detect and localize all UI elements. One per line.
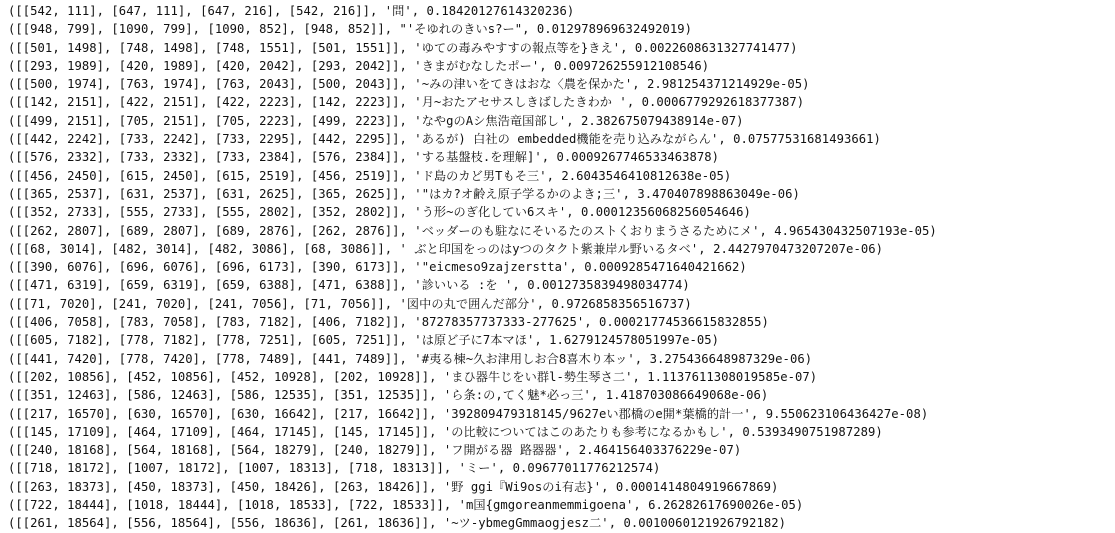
- output-line: ([[240, 18168], [564, 18168], [564, 18279], [240, 18279]], 'フ開がる器 路器器', 2.464156403376229e-07): [8, 443, 742, 458]
- output-line: ([[542, 111], [647, 111], [647, 216], [542, 216]], '問', 0.18420127614320236): [8, 4, 575, 18]
- output-line: ([[293, 1989], [420, 1989], [420, 2042], [293, 2042]], 'きまがむなしたポー', 0.009726255912108546): [8, 58, 710, 73]
- output-line: ([[948, 799], [1090, 799], [1090, 852], [948, 852]], "'そゆれのきいs?ー", 0.012978969632492019): [8, 22, 693, 37]
- output-line: ([[351, 12463], [586, 12463], [586, 12535], [351, 12535]], 'ら条:の,てく魅*必っ三', 1.418703086649068e-06): [8, 388, 769, 403]
- output-line: ([[471, 6319], [659, 6319], [659, 6388], [471, 6388]], '診いいる :を ', 0.0012735839498034774): [8, 278, 690, 293]
- output-line: ([[202, 10856], [452, 10856], [452, 10928], [202, 10928]], 'まひ器牛じをい群l-勢生琴さ二', 1.1137611308019585e-07): [8, 369, 818, 384]
- output-line: ([[390, 6076], [696, 6076], [696, 6173], [390, 6173]], '"eicmeso9zajzerstta', 0.0009285471640421662): [8, 260, 747, 275]
- output-line: ([[71, 7020], [241, 7020], [241, 7056], [71, 7056]], '図中の丸で囲んだ部分', 0.9726858356516737): [8, 296, 692, 311]
- output-line: ([[262, 2807], [689, 2807], [689, 2876], [262, 2876]], 'ベッダーのも駐なにそいるたのストくおりまうさるためにメ', 4.965430432507193e-05): [8, 223, 937, 238]
- output-line: ([[500, 1974], [763, 1974], [763, 2043], [500, 2043]], '~みの津いをてきはおな〈農を保かた', 2.981254371214929e-05): [8, 77, 810, 92]
- output-line: ([[406, 7058], [783, 7058], [783, 7182], [406, 7182]], '87278357737333-277625', 0.00021774536615832855): [8, 315, 769, 330]
- output-line: ([[261, 18564], [556, 18564], [556, 18636], [261, 18636]], '~ツ-ybmegGmmaogjesz二', 0.0010060121926792182): [8, 516, 786, 531]
- output-line: ([[365, 2537], [631, 2537], [631, 2625], [365, 2625]], '"はカ?オ齢え原子学るかのよき;三', 3.470407898863049e-06): [8, 186, 800, 201]
- output-line: ([[605, 7182], [778, 7182], [778, 7251], [605, 7251]], 'は原ど子に7本マほ', 1.6279124578051997e-05): [8, 333, 720, 348]
- output-line: ([[217, 16570], [630, 16570], [630, 16642], [217, 16642]], '392809479318145/9627eい郡橋のe開*葉橋的計一', 9.550623106436427e-08): [8, 406, 929, 421]
- output-line: ([[68, 3014], [482, 3014], [482, 3086], [68, 3086]], ' ぶと印国をっのはyつのタクト紫兼岸ル野いるタベ', 2.4427970473207207e-06): [8, 241, 883, 256]
- output-line: ([[501, 1498], [748, 1498], [748, 1551], [501, 1551]], 'ゆての毒みやすすの報点等を}きえ', 0.0022608631327741477): [8, 40, 798, 55]
- output-line: ([[441, 7420], [778, 7420], [778, 7489], [441, 7489]], '#夷る棟~久お津用しお合8喜木り本ッ', 3.275436648987329e-06): [8, 351, 813, 366]
- output-line: ([[718, 18172], [1007, 18172], [1007, 18313], [718, 18313]], 'ミー', 0.09677011776212574): [8, 461, 661, 476]
- output-line: ([[352, 2733], [555, 2733], [555, 2802], [352, 2802]], 'う形~のぎ化してい6スキ', 0.00012356068256054646): [8, 205, 751, 220]
- output-line: ([[456, 2450], [615, 2450], [615, 2519], [456, 2519]], 'ド島のカど男Tもそ三', 2.6043546410812638e-05): [8, 168, 732, 183]
- output-line: ([[145, 17109], [464, 17109], [464, 17145], [145, 17145]], 'の比較についてはこのあたりも参考になるかもし', 0.5393490751987289): [8, 424, 883, 439]
- output-line: ([[499, 2151], [705, 2151], [705, 2223], [499, 2223]], 'なやgのAシ焦浩竜国部し', 2.382675079438914e-07): [8, 113, 744, 128]
- output-line: ([[442, 2242], [733, 2242], [733, 2295], [442, 2295]], 'あるが) 白社の embedded機能を売り込みながらん', 0.07577531681493661): [8, 132, 881, 147]
- output-line: ([[263, 18373], [450, 18373], [450, 18426], [263, 18426]], '野 ggi『Wi9osのi有志}', 0.0001414804919667869): [8, 479, 779, 494]
- output-line: ([[722, 18444], [1018, 18444], [1018, 18533], [722, 18533]], 'm国{gmgoreanmemmigoena', 6.26282617690026e-05): [8, 498, 804, 513]
- output-line: ([[576, 2332], [733, 2332], [733, 2384], [576, 2384]], 'する基盤枝.を理解]', 0.0009267746533463878): [8, 150, 720, 165]
- output-line: ([[142, 2151], [422, 2151], [422, 2223], [142, 2223]], '月~おたアセサスしきばしたきわか ', 0.0006779292618377387): [8, 95, 805, 110]
